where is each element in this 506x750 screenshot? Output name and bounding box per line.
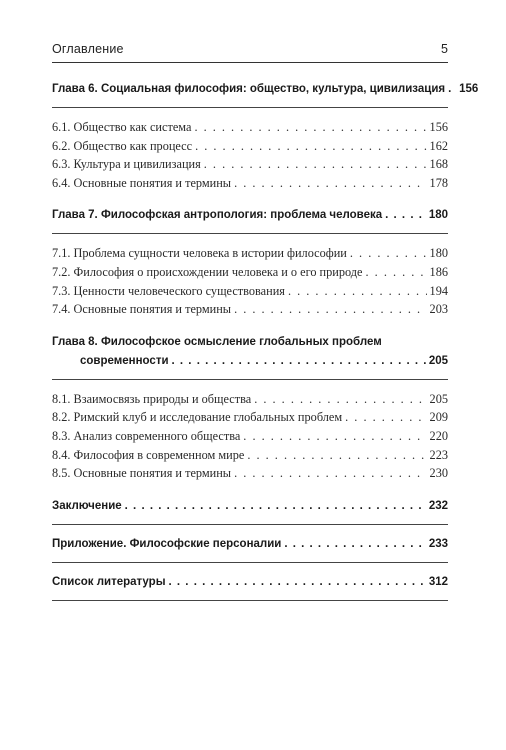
item-label: 8.2. Римский клуб и исследование глобальных проблем — [52, 410, 343, 425]
table-of-contents — [52, 80, 479, 611]
toc-chapter-7[interactable] — [52, 206, 448, 225]
spacer — [52, 319, 448, 333]
dot-leader — [448, 80, 456, 99]
item-page-number: 209 — [429, 410, 448, 425]
item-page-number: 203 — [429, 302, 448, 317]
item-page-number: 186 — [429, 264, 448, 279]
item-label: 7.1. Проблема сущности человека в истории философии — [52, 246, 347, 261]
running-head-page-number: 5 — [441, 42, 448, 56]
item-label: 8.4. Философия в современном мире — [52, 447, 245, 462]
section-divider — [52, 562, 448, 563]
item-page-number: 220 — [429, 428, 448, 443]
toc-conclusion[interactable] — [52, 497, 448, 516]
item-page-number: 230 — [429, 466, 448, 481]
item-page-number: 178 — [429, 175, 448, 190]
toc-item-7-4[interactable] — [52, 300, 448, 319]
chapter-divider — [52, 107, 448, 108]
item-page-number: 168 — [429, 157, 448, 172]
dot-leader — [284, 535, 425, 554]
dot-leader — [195, 137, 426, 156]
section-page-number: 312 — [428, 575, 448, 588]
toc-chapter-8-title-line[interactable]: Глава 8. Философское осмысление глобальных проблем — [52, 335, 382, 348]
dot-leader — [234, 300, 426, 319]
toc-item-8-1[interactable] — [52, 390, 448, 409]
chapter-page-number: 156 — [459, 83, 479, 95]
item-label: 8.1. Взаимосвязь природы и общества — [52, 391, 252, 406]
section-page-number: 232 — [428, 499, 448, 512]
running-head-title: Оглавление — [52, 42, 124, 56]
dot-leader — [366, 263, 427, 282]
dot-leader — [243, 427, 426, 446]
dot-leader — [169, 573, 426, 592]
section-divider — [52, 600, 448, 601]
dot-leader — [204, 155, 427, 174]
dot-leader — [385, 206, 426, 225]
item-label: 6.1. Общество как система — [52, 120, 192, 134]
toc-item-6-4[interactable] — [52, 174, 448, 193]
chapter-title: Глава 6. Социальная философия: общество, культура, цивилизация — [52, 83, 446, 95]
chapter-page-number: 205 — [428, 354, 448, 367]
toc-chapter-8[interactable] — [52, 352, 448, 371]
running-head — [52, 42, 448, 60]
dot-leader — [172, 352, 426, 371]
dot-leader — [234, 174, 426, 193]
header-rule — [52, 62, 448, 63]
toc-chapter-6[interactable] — [52, 80, 479, 99]
spacer — [52, 483, 448, 497]
item-page-number: 194 — [429, 283, 448, 298]
toc-bibliography[interactable] — [52, 573, 448, 592]
item-label: 7.2. Философия о происхождении человека и о его природе — [52, 264, 363, 279]
dot-leader — [247, 446, 426, 465]
chapter-title-continuation: современности — [80, 354, 169, 367]
dot-leader — [125, 497, 426, 516]
toc-appendix[interactable] — [52, 535, 448, 554]
item-label: 6.2. Общество как процесс — [52, 138, 193, 153]
item-page-number: 156 — [429, 120, 448, 134]
item-page-number: 180 — [429, 246, 448, 261]
toc-item-6-1[interactable] — [52, 118, 448, 137]
chapter-divider — [52, 233, 448, 234]
dot-leader — [234, 464, 426, 483]
section-page-number: 233 — [428, 537, 448, 550]
toc-item-6-3[interactable] — [52, 155, 448, 174]
toc-item-8-2[interactable] — [52, 408, 448, 427]
dot-leader — [350, 244, 427, 263]
chapter-divider — [52, 379, 448, 380]
toc-item-7-3[interactable] — [52, 282, 448, 301]
section-title: Заключение — [52, 499, 122, 512]
dot-leader — [194, 118, 426, 137]
toc-item-8-4[interactable] — [52, 446, 448, 465]
toc-item-8-5[interactable] — [52, 464, 448, 483]
dot-leader — [345, 408, 426, 427]
item-label: 6.4. Основные понятия и термины — [52, 175, 232, 190]
item-page-number: 162 — [429, 138, 448, 153]
dot-leader — [288, 282, 427, 301]
section-title: Приложение. Философские персоналии — [52, 537, 282, 550]
toc-item-7-1[interactable] — [52, 244, 448, 263]
item-label: 8.5. Основные понятия и термины — [52, 466, 232, 481]
chapter-page-number: 180 — [428, 209, 448, 222]
section-divider — [52, 524, 448, 525]
spacer — [52, 192, 448, 206]
dot-leader — [254, 390, 426, 409]
chapter-title: Глава 7. Философская антропология: проблема человека — [52, 209, 383, 222]
toc-item-8-3[interactable] — [52, 427, 448, 446]
toc-item-6-2[interactable] — [52, 137, 448, 156]
item-label: 6.3. Культура и цивилизация — [52, 157, 201, 172]
item-label: 7.3. Ценности человеческого существования — [52, 283, 285, 298]
toc-item-7-2[interactable] — [52, 263, 448, 282]
item-page-number: 205 — [429, 391, 448, 406]
item-page-number: 223 — [429, 447, 448, 462]
section-title: Список литературы — [52, 575, 166, 588]
item-label: 8.3. Анализ современного общества — [52, 428, 241, 443]
item-label: 7.4. Основные понятия и термины — [52, 302, 232, 317]
